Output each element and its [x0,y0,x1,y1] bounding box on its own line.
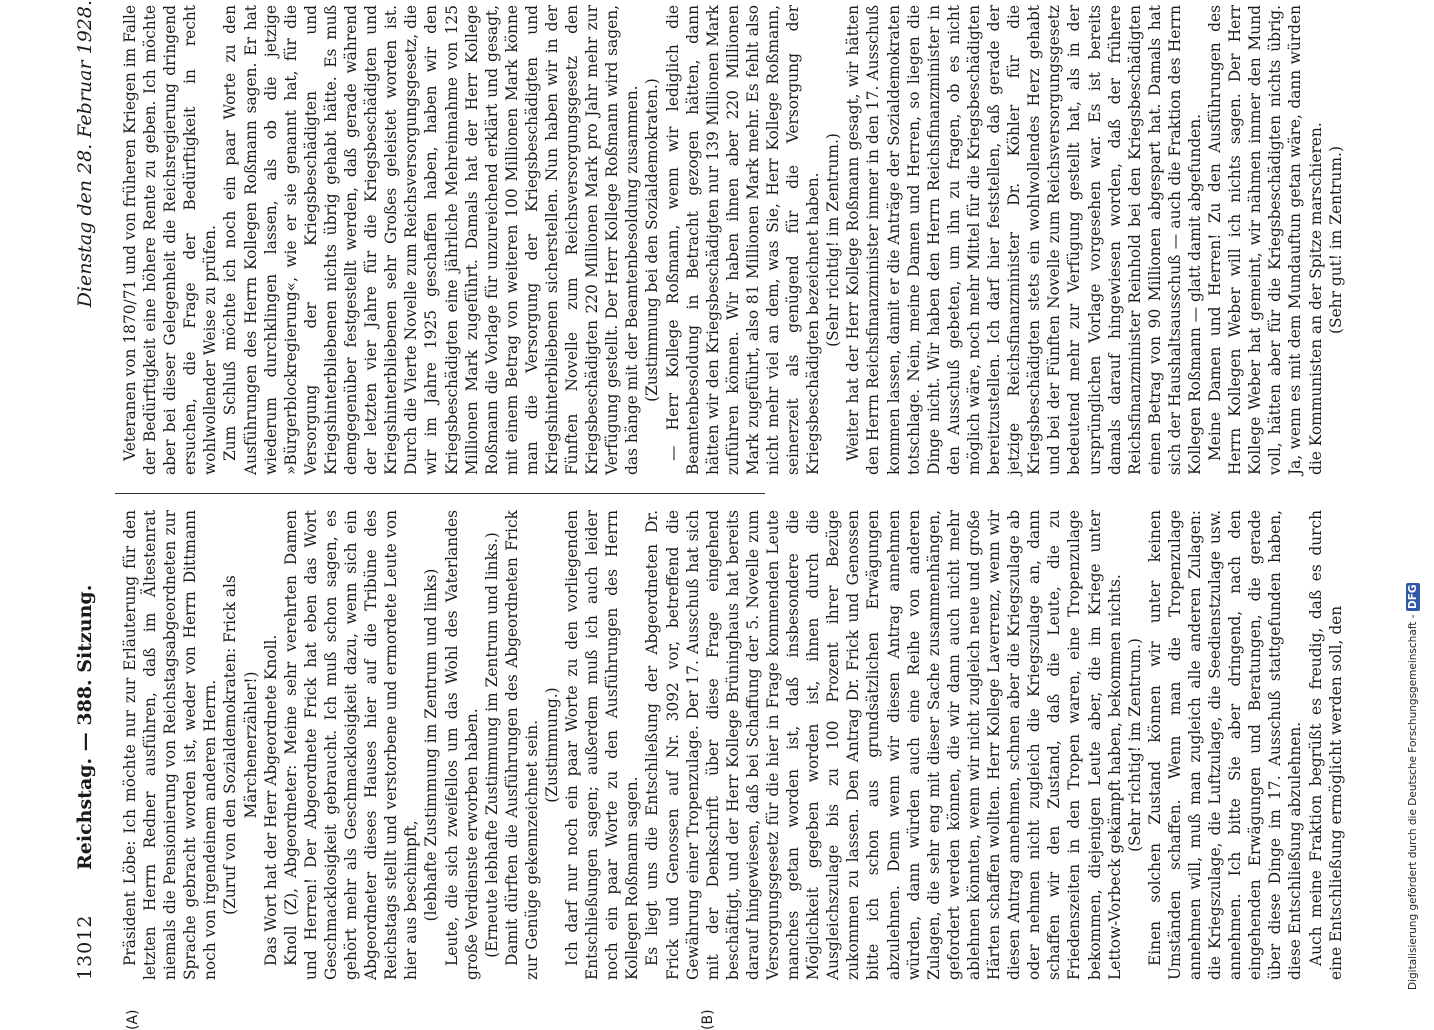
left-paragraph: Das Wort hat der Herr Abgeordnete Knoll. [261,634,280,966]
page-number: 13012 [74,914,96,980]
right-paragraph: Meine Damen und Herren! Zu den Ausführungen des Herrn Kollegen Weber will ich nichts sagen. Der Herr Kollege Weber hat gemeint, wir nähmen immer den Mund voll, hätten aber für die Kriegsbeschädigten nichts übrig. Ja, wenn es mit dem Mundauftun getan wäre, dann würden die Kommunisten an der Spitze marschieren. [1206,5,1325,475]
left-paragraph: Damit dürften die Ausführungen des Abgeordneten Frick zur Genüge gekennzeichnet sein. [502,510,541,980]
right-paragraph: Veteranen von 1870/71 und von früheren Kriegen im Falle der Bedürftigkeit eine höhere Rente zu geben. Ich möchte aber bei dieser Gelegenheit die Reichsregierung dringend ersuchen, die Frage der Bedürftigkeit in recht wohlwollender Weise zu prüfen. [121,5,220,475]
dfg-logo: DFG [1407,584,1419,610]
left-paragraph: Knoll (Z), Abgeordneter: Meine sehr verehrten Damen und Herren! Der Abgeordnete Frick hat eben das Wort Geschmacklosigkeit gebraucht. Ich muß schon sagen, es gehört mehr als Geschmacklosigkeit dazu, wenn sich ein Abgeordneter dieses Hauses hier auf die Tribüne des Reichstags stellt und verstorbene und ermordete Leute von hier aus beschimpft, [281,510,421,980]
left-paragraph: Es liegt uns die Entschließung der Abgeordneten Dr. Frick und Genossen auf Nr. 3092 vor, betreffend die Gewährung einer Tropenzulage. Der 17. Ausschuß hat sich mit der Denkschrift über diese Frage eingehend beschäftigt, und der Herr Kollege Brüninghaus hat bereits darauf hingewiesen, daß bei Schaffung der 5. Novelle zum Versorgungsgesetz für die hier in Frage kommenden Leute manches getan worden ist, daß insbesondere die Möglichkeit gegeben worden ist, ihnen durch die Ausgleichszulage bis zu 100 Prozent ihrer Bezüge zukommen zu lassen. Den Antrag Dr. Frick und Genossen bitte ich schon aus grundsätzlichen Erwägungen abzulehnen. Denn wenn wir diesen Antrag annehmen würden, dann würden auch eine Reihe von anderen Zulagen, die sehr eng mit dieser Sache zusammenhängen, gefordert werden können, die wir dann auch nicht mehr ablehnen könnten, wenn wir nicht zugleich neue und große Härten schaffen wollten. Herr Kollege Laverrenz, wenn wir diesen Antrag annehmen, schnen aber die Kriegszulage ab oder nehmen nicht zugleich die Kriegszulage an, dann schaffen wir den Zustand, daß die Leute, die zu Friedenszeiten in den Tropen waren, eine Tropenzulage bekommen, diejenigen Leute aber, die im Kriege unter Lettow-Vorbeck gekämpft haben, bekommen nichts. [643,510,1124,980]
margin-marker-a: (A) [125,1009,141,1030]
left-interjection: (Zuruf von den Sozialdemokraten: Frick als Märchenerzähler!) [221,575,260,915]
right-paragraph: — Herr Kollege Roßmann, wenn wir lediglich die Beamtenbesoldung in Betracht gezogen hätten, dann hätten wir den Kriegsbeschädigten nur 139 Millionen Mark zuführen können. Wir haben ihnen aber 220 Millionen Mark zugeführt, also 81 Millionen Mark mehr. Es fehlt also nicht mehr viel an dem, was Sie, Herr Kollege Roßmann, seinerzeit als genügend für die Versorgung der Kriegsbeschädigten bezeichnet haben. [663,5,823,475]
right-paragraph: Weiter hat der Herr Kollege Roßmann gesagt, wir hätten den Herrn Reichsfinanzminister immer in den 17. Ausschuß kommen lassen, damit er die Anträge der Sozialdemokraten totschlage. Nein, meine Damen und Herren, so liegen die Dinge nicht. Wir haben den Herrn Reichsfinanzminister in den Ausschuß gebeten, um ihn zu fragen, ob es nicht möglich wäre, noch mehr Mittel für die Kriegsbeschädigten bereitzustellen. Ich darf hier feststellen, daß gerade der jetzige Reichsfinanzminister Dr. Köhler für die Kriegsbeschädigten stets ein wohlwollendes Herz gehabt und bei der Fünften Novelle zum Reichsversorgungsgesetz bedeutend mehr zur Verfügung gestellt hat, als in der ursprünglichen Vorlage vorgesehen war. Es ist bereits damals darauf hingewiesen worden, daß der frühere Reichsfinanzminister Reinhold bei den Kriegsbeschädigten einen Betrag von 90 Millionen abgespart hat. Damals hat sich der Haushaltsausschuß — auch die Fraktion des Herrn Kollegen Roßmann — glatt damit abgefunden. [844,5,1204,475]
left-interjection: (Erneute lebhafte Zustimmung im Zentrum und links.) [482,532,501,958]
right-interjection: (Zustimmung bei den Sozialdemokraten.) [643,78,662,402]
left-paragraph: Auch meine Fraktion begrüßt es freudig, daß es durch eine Entschließung ermöglicht werden soll, den [1306,510,1345,980]
left-column [120,510,1345,980]
page-header [60,0,110,980]
right-interjection: (Sehr richtig! im Zentrum.) [824,133,843,347]
session-date: Dienstag den 28. Februar 1928. [74,0,96,308]
right-paragraph: Zum Schluß möchte ich noch ein paar Worte zu den Ausführungen des Herrn Kollegen Roßmann sagen. Er hat wiederum durchklingen lassen, als ob die jetzige »Bürgerblockregierung«, wie er sie genannt hat, für die Versorgung der Kriegsbeschädigten und Kriegshinterbliebenen nichts übrig gehabt hätte. Es muß demgegenüber festgestellt werden, daß gerade während der letzten vier Jahre für die Kriegsbeschädigten und Kriegshinterbliebenen sehr Großes geleistet worden ist. Durch die Vierte Novelle zum Reichsversorgungsgesetz, die wir im Jahre 1925 geschaffen haben, haben wir den Kriegsbeschädigten eine jährliche Mehreinnahme von 125 Millionen Mark zugeführt. Damals hat der Herr Kollege Roßmann die Vorlage für unzureichend erklärt und gesagt, mit einem Betrag von weiteren 100 Millionen Mark könne man die Versorgung der Kriegsbeschädigten und Kriegshinterbliebenen sicherstellen. Nun haben wir in der Fünften Novelle zum Reichsversorgungsgesetz den Kriegsbeschädigten 220 Millionen Mark pro Jahr mehr zur Verfügung gestellt. Der Herr Kollege Roßmann wird sagen, das hänge mit der Beamtenbesoldung zusammen. [221,5,642,475]
left-paragraph: Einen solchen Zustand können wir unter keinen Umständen schaffen. Wenn man die Tropenzulage annehmen will, muß man zugleich alle anderen Zulagen: die Kriegszulage, die Luftzulage, die Seedienstzulage usw. annehmen. Ich bitte Sie aber dringend, nach den eingehenden Erwägungen und Beratungen, die gerade über diese Dinge im 17. Ausschuß stattgefunden haben, diese Entschließung abzulehnen. [1145,510,1305,980]
left-interjection: (Sehr richtig! im Zentrum.) [1125,638,1144,852]
digitization-text: Digitalisierung gefördert durch die Deutsche Forschungsgemeinschaft - [1407,614,1419,990]
rotated-page [60,0,1400,1030]
left-paragraph: Ich darf nur noch ein paar Worte zu den vorliegenden Entschließungen sagen; außerdem muß ich auch leider noch ein paar Worte zu den Ausführungen des Herrn Kollegen Roßmann sagen. [563,510,642,980]
digitization-note [1406,10,1430,990]
left-paragraph: Leute, die sich zweifellos um das Wohl des Vaterlandes große Verdienste erworben haben. [442,510,481,980]
margin-marker-b: (B) [700,1009,716,1030]
session-title: Reichstag. — 388. Sitzung. [74,584,96,870]
right-column [120,5,1345,475]
left-interjection: (Zustimmung.) [542,687,561,803]
left-paragraph: Präsident Löbe: Ich möchte nur zur Erläuterung für den letzten Herrn Redner ausführen, daß im Ältestenrat niemals die Pensionierung von Reichstagsabgeordneten zur Sprache gebracht worden ist, weder von Herrn Dittmann noch von irgendeinem anderen Herrn. [121,510,220,980]
column-divider [115,493,765,494]
left-interjection: (lebhafte Zustimmung im Zentrum und links) [422,568,441,922]
right-interjection: (Sehr gut! im Zentrum.) [1326,146,1345,334]
